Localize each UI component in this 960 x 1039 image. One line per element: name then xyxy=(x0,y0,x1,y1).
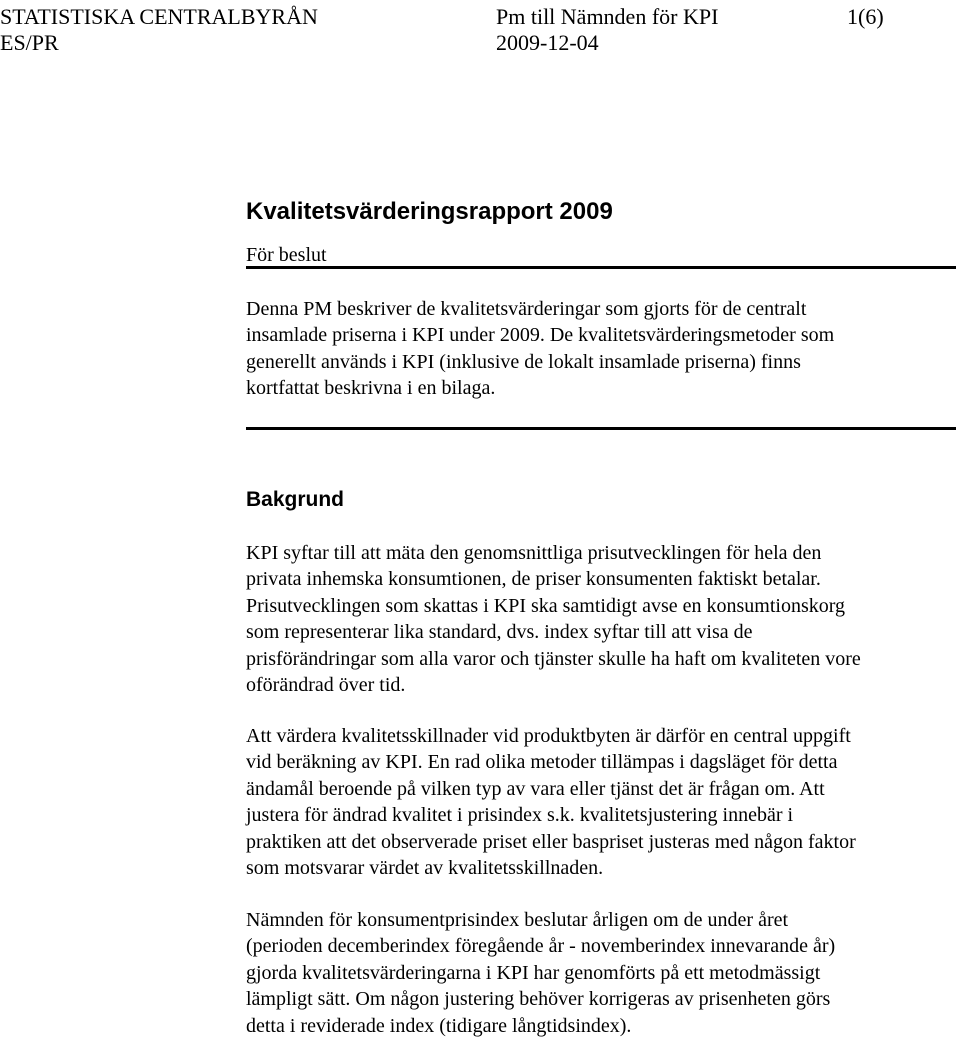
header-date: 2009-12-04 xyxy=(496,30,599,55)
paragraph-line: KPI syftar till att mäta den genomsnittliga prisutvecklingen för hela den xyxy=(246,542,822,564)
paragraph-line: gjorda kvalitetsvärderingarna i KPI har genomförts på ett metodmässigt xyxy=(246,961,821,984)
paragraph-line: som representerar lika standard, dvs. index syftar till att visa de xyxy=(246,621,753,644)
paragraph-line: Att värdera kvalitetsskillnader vid produktbyten är därför en central uppgift xyxy=(246,725,851,747)
paragraph-line: Nämnden för konsumentprisindex beslutar årligen om de under året xyxy=(246,909,789,931)
paragraph-line: vid beräkning av KPI. En rad olika metoder tillämpas i dagsläget för detta xyxy=(246,751,838,774)
paragraph-line: lämpligt sätt. Om någon justering behöver korrigeras av prisenheten görs xyxy=(246,988,831,1011)
paragraph-line: detta i reviderade index (tidigare långtidsindex). xyxy=(246,1014,632,1037)
paragraph-line: justera för ändrad kvalitet i prisindex s.k. kvalitetsjustering innebär i xyxy=(246,804,794,827)
body-paragraph xyxy=(246,540,960,698)
paragraph-line: Prisutvecklingen som skattas i KPI ska samtidigt avse en konsumtionskorg xyxy=(246,594,846,617)
summary-line: insamlade priserna i KPI under 2009. De kvalitetsvärderingsmetoder som xyxy=(246,324,835,347)
paragraph-line: ändamål beroende på vilken typ av vara eller tjänst det är frågan om. Att xyxy=(246,777,825,800)
body-paragraph xyxy=(246,723,960,881)
document-subtitle: För beslut xyxy=(246,244,327,266)
body-paragraph xyxy=(246,907,960,1039)
summary-line: generellt används i KPI (inklusive de lokalt insamlade priserna) finns xyxy=(246,350,801,373)
paragraph-line: (perioden decemberindex föregående år - novemberindex innevarande år) xyxy=(246,935,836,958)
paragraph-line: praktiken att det observerade priset eller baspriset justeras med någon faktor xyxy=(246,830,856,853)
paragraph-line: prisförändringar som alla varor och tjänster skulle ha haft om kvaliteten vore xyxy=(246,647,861,670)
header-page-number: 1(6) xyxy=(847,4,884,29)
summary-top-rule xyxy=(246,266,956,269)
summary-bottom-rule xyxy=(246,427,956,430)
header-organization: STATISTISKA CENTRALBYRÅN xyxy=(0,4,318,29)
summary-paragraph xyxy=(246,296,960,402)
section-heading: Bakgrund xyxy=(246,488,345,511)
paragraph-line: oförändrad över tid. xyxy=(246,674,406,697)
summary-line: Denna PM beskriver de kvalitetsvärderingar som gjorts för de centralt xyxy=(246,298,807,320)
document-title: Kvalitetsvärderingsrapport 2009 xyxy=(246,198,613,225)
paragraph-line: privata inhemska konsumtionen, de priser konsumenten faktiskt betalar. xyxy=(246,568,821,591)
paragraph-line: som motsvarar värdet av kvalitetsskillnaden. xyxy=(246,857,604,880)
header-document-type: Pm till Nämnden för KPI xyxy=(496,4,719,29)
header-unit: ES/PR xyxy=(0,30,59,55)
summary-line: kortfattat beskrivna i en bilaga. xyxy=(246,377,496,400)
